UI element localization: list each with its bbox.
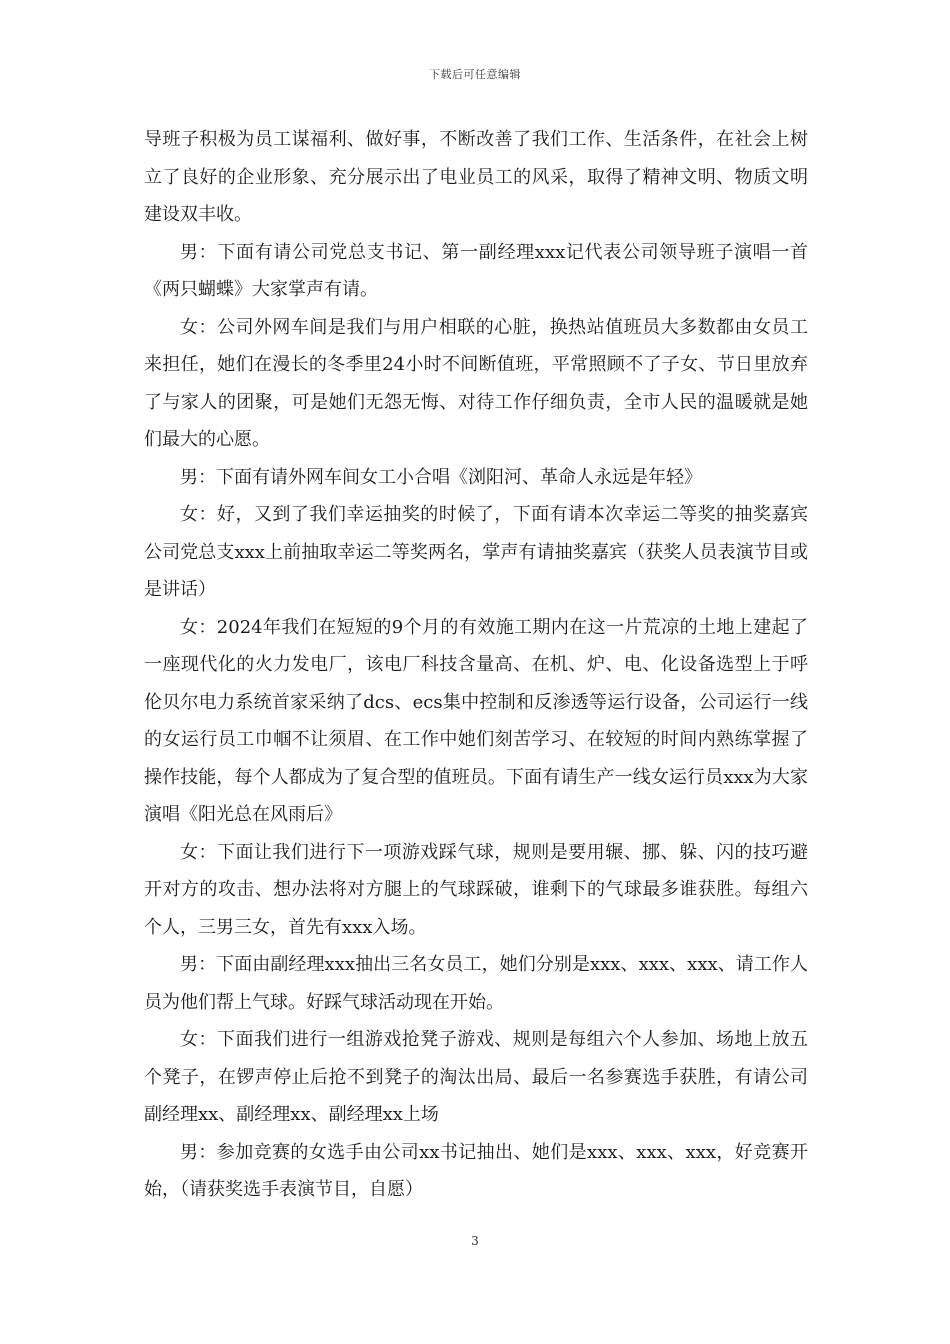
page-header: 下载后可任意编辑 bbox=[429, 68, 521, 81]
paragraph: 男：下面有请外网车间女工小合唱《浏阳河、革命人永远是年轻》 bbox=[180, 466, 702, 488]
paragraph: 女：公司外网车间是我们与用户相联的心脏，换热站值班员大多数都由女员工来担任，她们在漫长的冬季里24小时不间断值班，平常照顾不了子女、节日里放弃了与家人的团聚，可是她们无怨无悔、对待工作仔细负责，全市人民的温暖就是她们最大的心愿。 bbox=[144, 316, 808, 450]
paragraph: 男：下面有请公司党总支书记、第一副经理xxx记代表公司领导班子演唱一首《两只蝴蝶》大家掌声有请。 bbox=[144, 241, 808, 300]
paragraph: 女：2024年我们在短短的9个月的有效施工期内在这一片荒凉的土地上建起了一座现代化的火力发电厂，该电厂科技含量高、在机、炉、电、化设备选型上于呼伦贝尔电力系统首家采纳了dcs、ecs集中控制和反渗透等运行设备，公司运行一线的女运行员工巾帼不让须眉、在工作中她们刻苦学习、在较短的时间内熟练掌握了操作技能，每个人都成为了复合型的值班员。下面有请生产一线女运行员xxx为大家演唱《阳光总在风雨后》 bbox=[144, 616, 808, 825]
page-number: 3 bbox=[471, 1234, 479, 1248]
paragraph: 男：下面由副经理xxx抽出三名女员工，她们分别是xxx、xxx、xxx、请工作人员为他们帮上气球。好踩气球活动现在开始。 bbox=[144, 954, 808, 1013]
paragraph: 女：下面我们进行一组游戏抢凳子游戏、规则是每组六个人参加、场地上放五个凳子，在锣声停止后抢不到凳子的淘汰出局、最后一名参赛选手获胜，有请公司副经理xx、副经理xx、副经理xx上场 bbox=[144, 1029, 808, 1125]
paragraph-continued: 导班子积极为员工谋福利、做好事，不断改善了我们工作、生活条件，在社会上树立了良好的企业形象、充分展示出了电业员工的风采，取得了精神文明、物质文明建设双丰收。 bbox=[144, 129, 808, 225]
paragraph: 男：参加竞赛的女选手由公司xx书记抽出、她们是xxx、xxx、xxx，好竞赛开始，（请获奖选手表演节目，自愿） bbox=[144, 1141, 808, 1200]
document-body bbox=[144, 121, 808, 1209]
paragraph: 女：下面让我们进行下一项游戏踩气球，规则是要用辗、挪、躲、闪的技巧避开对方的攻击、想办法将对方腿上的气球踩破，谁剩下的气球最多谁获胜。每组六个人，三男三女，首先有xxx入场。 bbox=[144, 841, 808, 938]
paragraph: 女：好，又到了我们幸运抽奖的时候了，下面有请本次幸运二等奖的抽奖嘉宾公司党总支xxx上前抽取幸运二等奖两名，掌声有请抽奖嘉宾（获奖人员表演节目或是讲话） bbox=[144, 504, 808, 600]
